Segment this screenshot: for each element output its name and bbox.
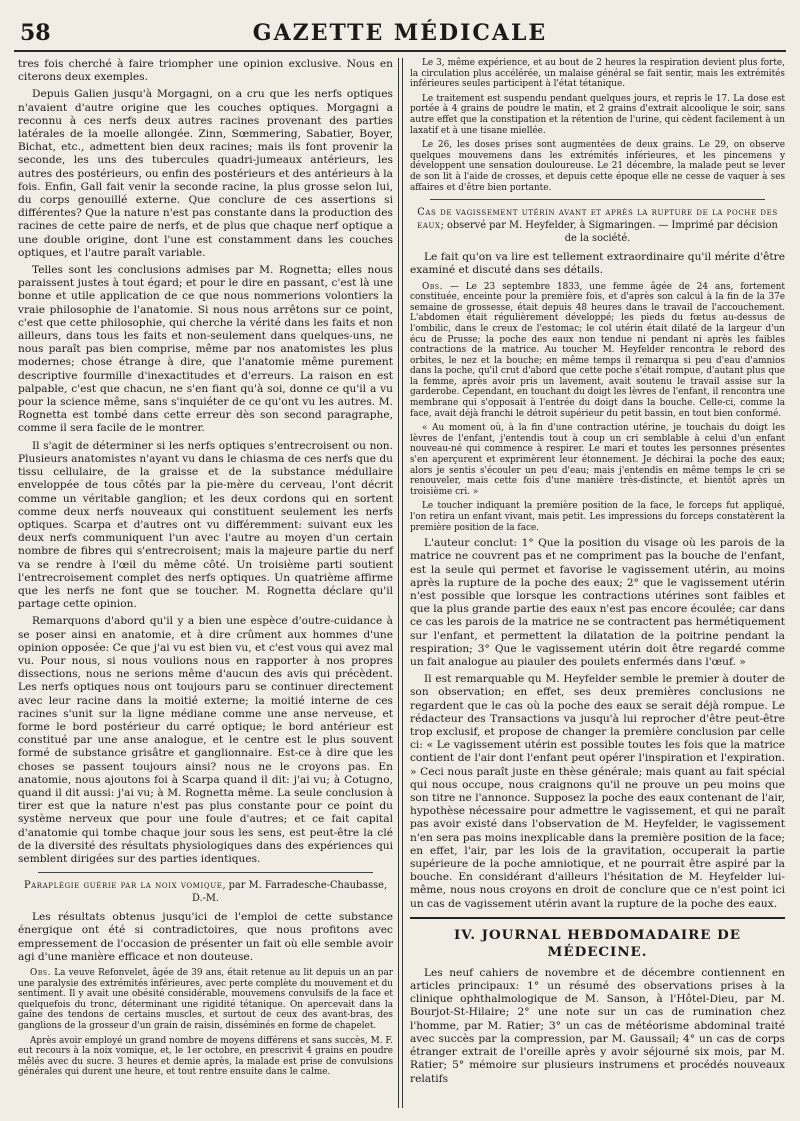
paragraph: Les résultats obtenus jusqu'ici de l'emploi de cette substance énergique ont été si contradictoires, que nous profitons avec empressement de l'occasion de présenter un fait où elle semble avoir agi d'une manière efficace et non douteuse.	[18, 911, 393, 963]
paragraph: Le 3, même expérience, et au bout de 2 heures la respiration devient plus forte, la circulation plus accélérée, un malaise général se fait sentir, mais les extrémités inférieures seules participent à l'état tétanique.	[410, 58, 785, 90]
section-title: IV. JOURNAL HEBDOMADAIRE DE MÉDECINE.	[454, 926, 741, 960]
paragraph: Il s'agit de déterminer si les nerfs optiques s'entrecroisent ou non. Plusieurs anatomistes n'ayant vu dans le chiasma de ces nerfs que du tissu cellulaire, de la graisse et de la substance médullaire enveloppée de tous côtés par la pie-mère du cerveau, l'ont décrit comme un véritable ganglion; et les deux cordons qui en sortent comme deux nerfs nouveaux qui constituent seulement les nerfs optiques. Scarpa et d'autres ont vu différemment: suivant eux les deux nerfs communiquent l'un avec l'autre au moyen d'un certain nombre de fibres qui s'entrecroisent; mais la majeure partie du nerf va se rendre à l'œil du même côté. Un troisième parti soutient l'entrecroisement complet des nerfs optiques. Un quatrième affirme que les nerfs ne font que se toucher. M. Rognetta déclare qu'il partage cette opinion.	[18, 439, 393, 611]
article-separator	[38, 872, 373, 873]
article-title-lead: Cas de vagissement utérin avant et après la rupture de la poche des eaux	[417, 207, 778, 232]
section-rule	[410, 917, 785, 919]
right-column	[410, 58, 785, 1090]
observation-label: Obs.	[422, 281, 444, 292]
article-separator	[430, 199, 765, 200]
paragraph: Le toucher indiquant la première position de la face, le forceps fut appliqué, l'on retira un enfant vivant, mais petit. Les impressions du forceps constatèrent la première position de la face.	[410, 501, 785, 533]
observation-text: — Le 23 septembre 1833, une femme âgée de 24 ans, fortement constituée, enceinte pour la première fois, et d'après son calcul à la fin de la 37e semaine de grossesse, était depuis 48 heures dans le travail de l'accouchement. L'abdomen était régulièrement développé; les pieds du fœtus au-dessus de l'ombilic, dans le creux de l'estomac; le col utérin était dilaté de la largeur d'un écu de Prusse; la poche des eaux non tendue ni pendant ni après les faibles contractions de la matrice. Au toucher M. Heyfelder rencontra le rebord des orbites, le nez et la bouche; en même temps il remarqua si peu d'eau d'amnios dans la poche, qu'il crut d'abord que cette poche s'était rompue, d'autant plus que la femme, après avoir pris un lavement, avait soutenu le travail assise sur la garderobe. Cependant, en touchant du doigt les lèvres de l'enfant, il rencontra une membrane qui s'opposait à l'entrée du doigt dans la bouche. Celle-ci, comme la face, avait déjà franchi le détroit supérieur du petit bassin, en tout bien conformé.	[410, 281, 785, 419]
paragraph: tres fois cherché à faire triompher une opinion exclusive. Nous en citerons deux exemples.	[18, 58, 393, 84]
article-title	[18, 879, 393, 905]
article-title	[410, 206, 785, 245]
paragraph: Il est remarquable qu M. Heyfelder semble le premier à douter de son observation; en effet, ses deux premières conclusions ne regardent que le cas où la poche des eaux se serait déjà rompue. Le rédacteur des Transactions va jusqu'à lui reprocher d'être peut-être trop exclusif, et propose de changer la première conclusion par celle ci: « Le vagissement utérin est possible toutes les fois que la matrice contient de l'air dont l'enfant peut opérer l'inspiration et l'expiration. » Ceci nous paraît juste en thèse générale; mais quant au fait spécial qui nous occupe, nous craignons qu'il ne prouve un peu moins que son titre ne l'annonce. Supposez la poche des eaux contenant de l'air, hypothèse nécessaire pour admettre le vagissement, et qui ne paraît pas avoir existé dans l'observation de M. Heyfelder, le vagissement n'en sera pas moins inexplicable dans la première position de la face; en effet, l'air, par les lois de la gravitation, occuperait la partie supérieure de la poche amniotique, et ne pourrait être aspiré par la bouche. En considérant d'ailleurs l'hésitation de M. Heyfelder lui-même, nous nous croyons en droit de conclure que ce n'est point ici un cas de vagissement utérin avant la rupture de la poche des eaux.	[410, 673, 785, 910]
paragraph: Après avoir employé un grand nombre de moyens différens et sans succès, M. F. eut recours à la noix vomique, et, le 1er octobre, en prescrivit 4 grains en poudre mêlés avec du sucre. 3 heures et demie après, la malade est prise de convulsions générales qui durent une heure, et tout rentre ensuite dans le calme.	[18, 1035, 393, 1078]
paragraph: Depuis Galien jusqu'à Morgagni, on a cru que les nerfs optiques n'avaient d'autre origine que les couches optiques. Morgagni a reconnu à ces nerfs deux autres racines provenant des parties latérales de la moelle allongée. Zinn, Sœmmering, Sabatier, Boyer, Bichat, etc., admettent bien deux racines; mais ils font provenir la seconde, les uns des tubercules quadri-jumeaux antérieurs, les autres des postérieurs, ou enfin des postérieurs et des antérieurs à la fois. Enfin, Gall fait venir la seconde racine, la plus grosse selon lui, du corps genouillé externe. Que conclure de ces assertions si différentes? Que la nature n'est pas constante dans la production des racines de cette paire de nerfs, et de plus que chaque nerf optique a une double origine, dont l'une est constamment dans les couches optiques, et l'autre paraît variable.	[18, 88, 393, 259]
observation-text: La veuve Refonvelet, âgée de 39 ans, était retenue au lit depuis un an par une paralysie des extrémités inférieures, avec perte complète du mouvement et du sentiment. Il y avait une obésité considérable, mouvemens convulsifs de la face et quelquefois du tronc, déterminant une rigidité tétanique. On apercevait dans la gaîne des tendons de certains muscles, et surtout de ceux des avant-bras, des ganglions de la grosseur d'un grain de raisin, disséminés en forme de chapelet.	[18, 968, 393, 1031]
paragraph: Remarquons d'abord qu'il y a bien une espèce d'outre-cuidance à se poser ainsi en anatomie, et à dire crûment aux hommes d'une opinion opposée: Ce que j'ai vu est bien vu, et c'est vous qui avez mal vu. Pour nous, si nous voulions nous en rapporter à nos propres dissections, nous ne serions même d'aucun des avis qui précèdent. Les nerfs optiques nous ont toujours paru se continuer directement avec leur racine dans la moitié externe; la moitié interne de ces racines s'unit sur la ligne médiane comme une anse nerveuse, et forme le bord postérieur du carré optique; le bord antérieur est constitué par une anse analogue, et le centre est le plus souvent formé de substance grisâtre et ganglionnaire. Est-ce à dire que les choses se passent toujours ainsi? nous ne le croyons pas. En anatomie, nous ajoutons foi à Scarpa quand il dit: j'ai vu; à Cotugno, quand il dit aussi: j'ai vu; à M. Rognetta même. La seule conclusion à tirer est que la nature n'est pas plus constante pour ce point du système nerveux que pour une foule d'autres; et ce fait capital d'anatomie qui tombe chaque jour sous les sens, est peut-être la clé de la diversité des résultats physiologiques dans des expériences qui semblent dirigées sur des parties identiques.	[18, 615, 393, 865]
page-header	[14, 14, 786, 52]
article-title-lead: Paraplégie guérie par la noix vomique	[23, 880, 223, 892]
paragraph: Le fait qu'on va lire est tellement extraordinaire qu'il mérite d'être examiné et discuté dans ses détails.	[410, 251, 785, 277]
paragraph: Les neuf cahiers de novembre et de décembre contiennent en articles principaux: 1° un résumé des observations prises à la clinique ophthalmologique de M. Sanson, à l'Hôtel-Dieu, par M. Bourjot-St-Hilaire; 2° une note sur un cas de rumination chez l'homme, par M. Ratier; 3° un cas de météorisme abdominal traité avec succès par la compression, par M. Gaussail; 4° un cas de corps étranger extrait de l'oreille après y avoir séjourné six mois, par M. Ratier; 5° mémoire sur plusieurs instrumens et procédés nouveaux relatifs	[410, 966, 785, 1085]
paragraph: Telles sont les conclusions admises par M. Rognetta; elles nous paraissent justes à tout égard; et pour le dire en passant, c'est là une bonne et utile application de ce que nous nommerions volontiers la vraie philosophie de l'anatomie. Si nous nous arrêtons sur ce point, c'est que cette philosophie, qui cherche la vérité dans les faits et non ailleurs, dans tous les faits et non-seulement dans quelques-uns, ne nous paraît pas bien comprise, même par nos anatomistes les plus modernes; chose étrange à dire, que l'anatomie même purement descriptive fourmille d'inexactitudes et d'erreurs. La raison en est palpable, c'est que chacun, ne s'en fiant qu'à soi, donne ce qu'il a vu pour la science même, sans s'inquiéter de ce qu'ont vu les autres. M. Rognetta est tombé dans cette erreur dès son second paragraphe, comme il sera facile de le montrer.	[18, 264, 393, 435]
paragraph: Le 26, les doses prises sont augmentées de deux grains. Le 29, on observe quelques mouvemens dans les extrémités inférieures, et les pincemens y développent une sensation douloureuse. Le 21 décembre, la malade peut se lever de son lit à l'aide de crosses, et depuis cette époque elle ne cesse de vaquer à ses affaires et d'être bien portante.	[410, 140, 785, 193]
observation	[410, 282, 785, 420]
journal-title: GAZETTE MÉDICALE	[252, 20, 548, 46]
column-divider-secondary	[402, 58, 403, 1108]
article-author: , par M. Farradesche-Chaubasse, D.-M.	[191, 880, 388, 905]
paragraph: Le traitement est suspendu pendant quelques jours, et repris le 17. La dose est portée à 4 grains de poudre le matin, et 2 grains d'extrait alcoolique le soir, sans autre effet que la constipation et la rétention de l'urine, qui cèdent facilement à un laxatif et à une tisane miellée.	[410, 93, 785, 136]
column-divider	[398, 58, 399, 1108]
observation-label: Obs.	[30, 968, 52, 978]
article-author: ; observé par M. Heyfelder, à Sigmaringen. — Imprimé par décision de la société.	[440, 220, 778, 245]
paragraph: L'auteur conclut: 1° Que la position du visage où les parois de la matrice ne couvrent pas et ne compriment pas la bouche de l'enfant, est la seule qui permet et favorise le vagissement utérin, au moins après la rupture de la poche des eaux; 2° que le vagissement utérin n'est possible que lorsque les contractions utérines sont faibles et que la plus grande partie des eaux n'est pas encore écoulée; car dans ce cas les parois de la matrice ne se contractent pas hermétiquement sur l'enfant, et permettent la dilatation de la poitrine pendant la respiration; 3° Que le vagissement utérin doit être regardé comme un fait analogue au piauler des poulets enfermés dans l'œuf. »	[410, 537, 785, 669]
left-column	[18, 58, 393, 1082]
page-number: 58	[20, 20, 51, 46]
quotation: « Au moment où, à la fin d'une contraction utérine, je touchais du doigt les lèvres de l'enfant, j'entendis tout à coup un cri semblable à celui d'un enfant nouveau-né qui commence à respirer. Le mari et toutes les personnes présentes s'en aperçurent et exprimèrent leur étonnement. Je déchirai la poche des eaux; alors je sentis s'écouler un peu d'eau; mais j'entendis en même temps le cri se renouveler, mais cette fois d'une manière très-distincte, et bientôt après un troisième cri. »	[410, 423, 785, 497]
observation	[18, 968, 393, 1032]
